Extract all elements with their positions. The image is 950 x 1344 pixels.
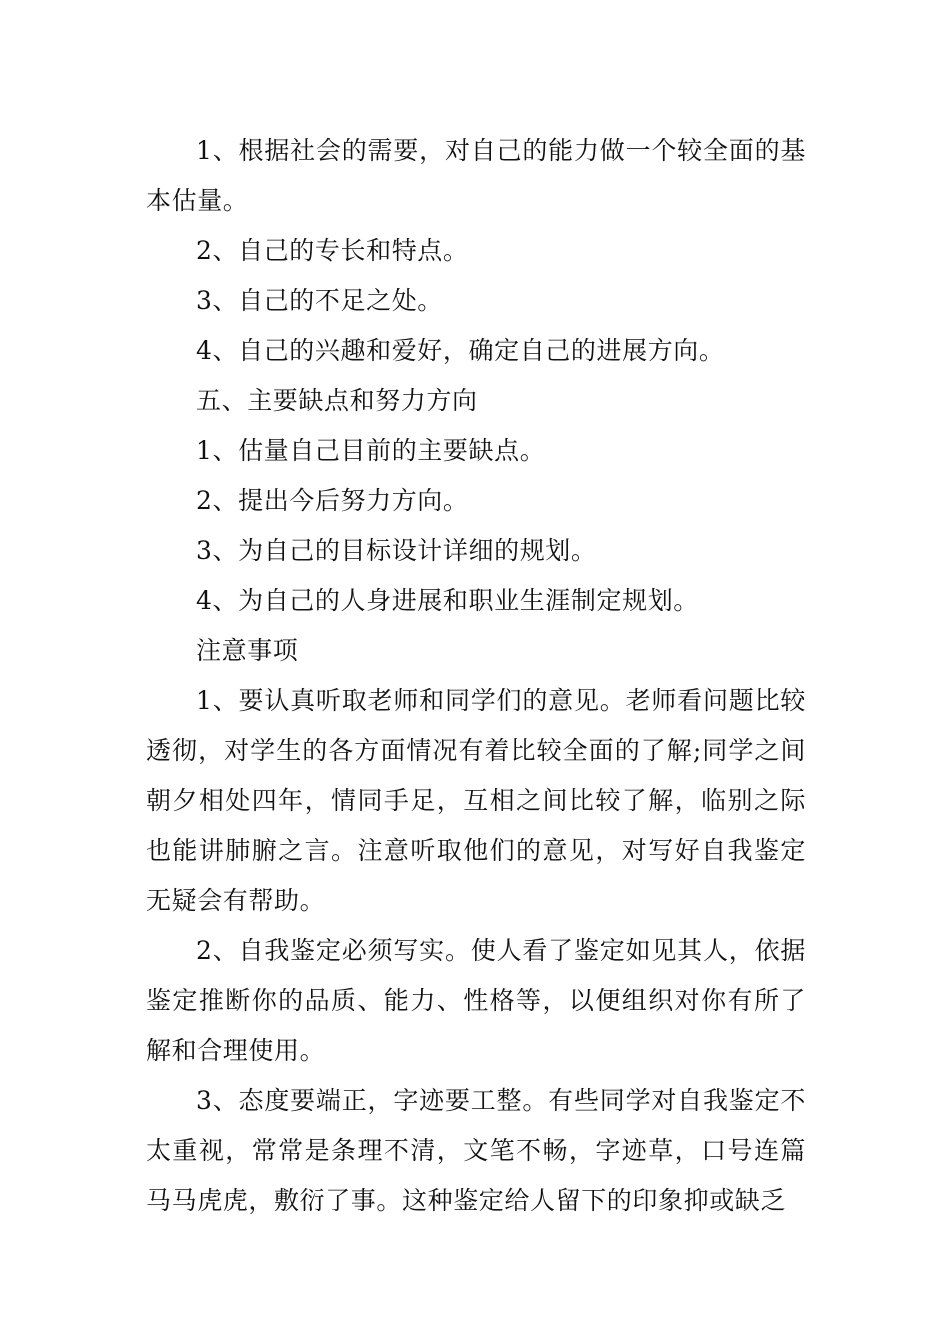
paragraph-attitude: 3、态度要端正，字迹要工整。有些同学对自我鉴定不太重视，常常是条理不清，文笔不畅，字迹草，口号连篇马马虎虎，敷衍了事。这种鉴定给人留下的印象抑或缺乏 — [146, 1086, 806, 1215]
section-heading-notes: 注意事项 — [196, 636, 299, 665]
paragraph-listen-opinions: 1、要认真听取老师和同学们的意见。老师看问题比较透彻，对学生的各方面情况有着比较全面的了解;同学之间朝夕相处四年，情同手足，互相之间比较了解，临别之际也能讲肺腑之言。注意听取他们的意见，对写好自我鉴定无疑会有帮助。 — [146, 686, 806, 915]
paragraph-strengths: 2、自己的专长和特点。 — [196, 236, 469, 265]
paragraph-be-truthful: 2、自我鉴定必须写实。使人看了鉴定如见其人，依据鉴定推断你的品质、能力、性格等，以便组织对你有所了解和合理使用。 — [146, 936, 806, 1065]
paragraph-goal-plan: 3、为自己的目标设计详细的规划。 — [196, 536, 597, 565]
paragraph-current-weaknesses: 1、估量自己目前的主要缺点。 — [196, 436, 546, 465]
section-heading-weaknesses: 五、主要缺点和努力方向 — [196, 386, 478, 415]
document-body — [146, 126, 806, 1226]
paragraph-future-effort: 2、提出今后努力方向。 — [196, 486, 469, 515]
paragraph-ability-assessment: 1、根据社会的需要，对自己的能力做一个较全面的基本估量。 — [146, 136, 806, 215]
paragraph-interests: 4、自己的兴趣和爱好，确定自己的进展方向。 — [196, 336, 725, 365]
paragraph-shortcomings: 3、自己的不足之处。 — [196, 286, 443, 315]
paragraph-career-plan: 4、为自己的人身进展和职业生涯制定规划。 — [196, 586, 699, 615]
